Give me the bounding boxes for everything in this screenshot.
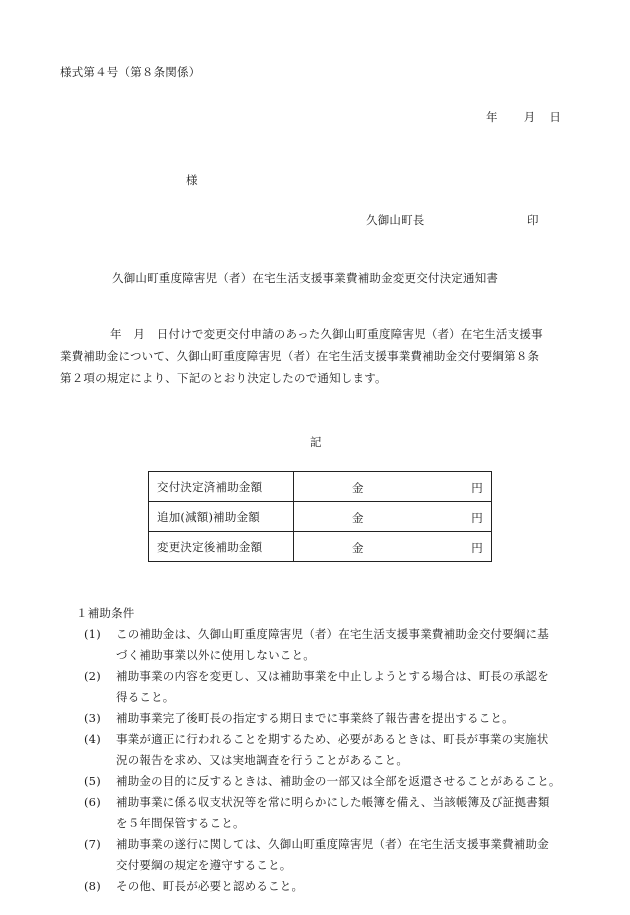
table-row (149, 472, 492, 502)
list-item (84, 792, 604, 834)
condition-text: 補助事業の遂行に関しては、久御山町重度障害児（者）在宅生活支援事業費補助金 (116, 837, 549, 851)
seal-mark: 印 (527, 213, 539, 227)
issuer-name: 久御山町長 (366, 213, 425, 227)
condition-text-cont: を５年間保管すること。 (116, 816, 245, 830)
amount-value-cell (294, 472, 492, 502)
addressee-suffix: 様 (186, 173, 198, 187)
list-item (84, 834, 604, 876)
date-day: 日 (549, 110, 562, 124)
condition-number: (3) (84, 711, 101, 725)
condition-text-cont: 得ること。 (116, 690, 175, 704)
amount-label: 変更決定後補助金額 (149, 532, 294, 562)
amount-prefix: 金 (352, 541, 364, 555)
body-paragraph (60, 323, 580, 389)
condition-text: 補助事業完了後町長の指定する期日までに事業終了報告書を提出すること。 (116, 711, 514, 725)
condition-number: (8) (84, 879, 101, 893)
conditions-list (84, 624, 604, 897)
body-line-1: 年 月 日付けで変更交付申請のあった久御山町重度障害児（者）在宅生活支援事 (110, 327, 543, 341)
condition-text: 事業が適正に行われることを期するため、必要があるときは、町長が事業の実施状 (116, 732, 549, 746)
condition-text-cont: 況の報告を求め、又は実地調査を行うことがあること。 (116, 753, 409, 767)
condition-number: (1) (84, 627, 101, 641)
condition-number: (7) (84, 837, 101, 851)
condition-number: (4) (84, 732, 101, 746)
date-year: 年 (486, 110, 498, 124)
condition-text-cont: づく補助事業以外に使用しないこと。 (116, 648, 315, 662)
body-line-2: 業費補助金について、久御山町重度障害児（者）在宅生活支援事業費補助金交付要綱第８条 (60, 349, 540, 363)
conditions-heading: １補助条件 (76, 606, 135, 620)
condition-number: (5) (84, 774, 101, 788)
amount-label: 追加(減額)補助金額 (149, 502, 294, 532)
list-item (84, 708, 604, 729)
list-item (84, 876, 604, 897)
table-row (149, 502, 492, 532)
list-item (84, 624, 604, 666)
amount-value-cell (294, 502, 492, 532)
condition-text: 補助事業に係る収支状況等を常に明らかにした帳簿を備え、当該帳簿及び証拠書類 (116, 795, 550, 809)
form-number: 様式第４号（第８条関係） (60, 65, 201, 79)
date-line (486, 109, 561, 125)
amount-prefix: 金 (352, 481, 364, 495)
amount-unit: 円 (471, 511, 483, 525)
document-title: 久御山町重度障害児（者）在宅生活支援事業費補助金変更交付決定通知書 (112, 271, 499, 285)
list-item (84, 729, 604, 771)
amount-prefix: 金 (352, 511, 364, 525)
condition-number: (2) (84, 669, 101, 683)
condition-number: (6) (84, 795, 101, 809)
amounts-table (148, 471, 492, 562)
condition-text: その他、町長が必要と認めること。 (116, 879, 304, 893)
body-line-3: 第２項の規定により、下記のとおり決定したので通知します。 (60, 371, 387, 385)
list-item (84, 771, 604, 792)
condition-text-cont: 交付要綱の規定を遵守すること。 (116, 858, 292, 872)
date-month: 月 (523, 110, 536, 124)
condition-text: 補助金の目的に反するときは、補助金の一部又は全部を返還させることがあること。 (116, 774, 561, 788)
condition-text: この補助金は、久御山町重度障害児（者）在宅生活支援事業費補助金交付要綱に基 (116, 627, 549, 641)
list-item (84, 666, 604, 708)
amount-value-cell (294, 532, 492, 562)
amount-unit: 円 (471, 481, 483, 495)
ki-heading: 記 (310, 435, 322, 449)
amount-label: 交付決定済補助金額 (149, 472, 294, 502)
amount-unit: 円 (471, 541, 483, 555)
condition-text: 補助事業の内容を変更し、又は補助事業を中止しようとする場合は、町長の承認を (116, 669, 549, 683)
table-row (149, 532, 492, 562)
